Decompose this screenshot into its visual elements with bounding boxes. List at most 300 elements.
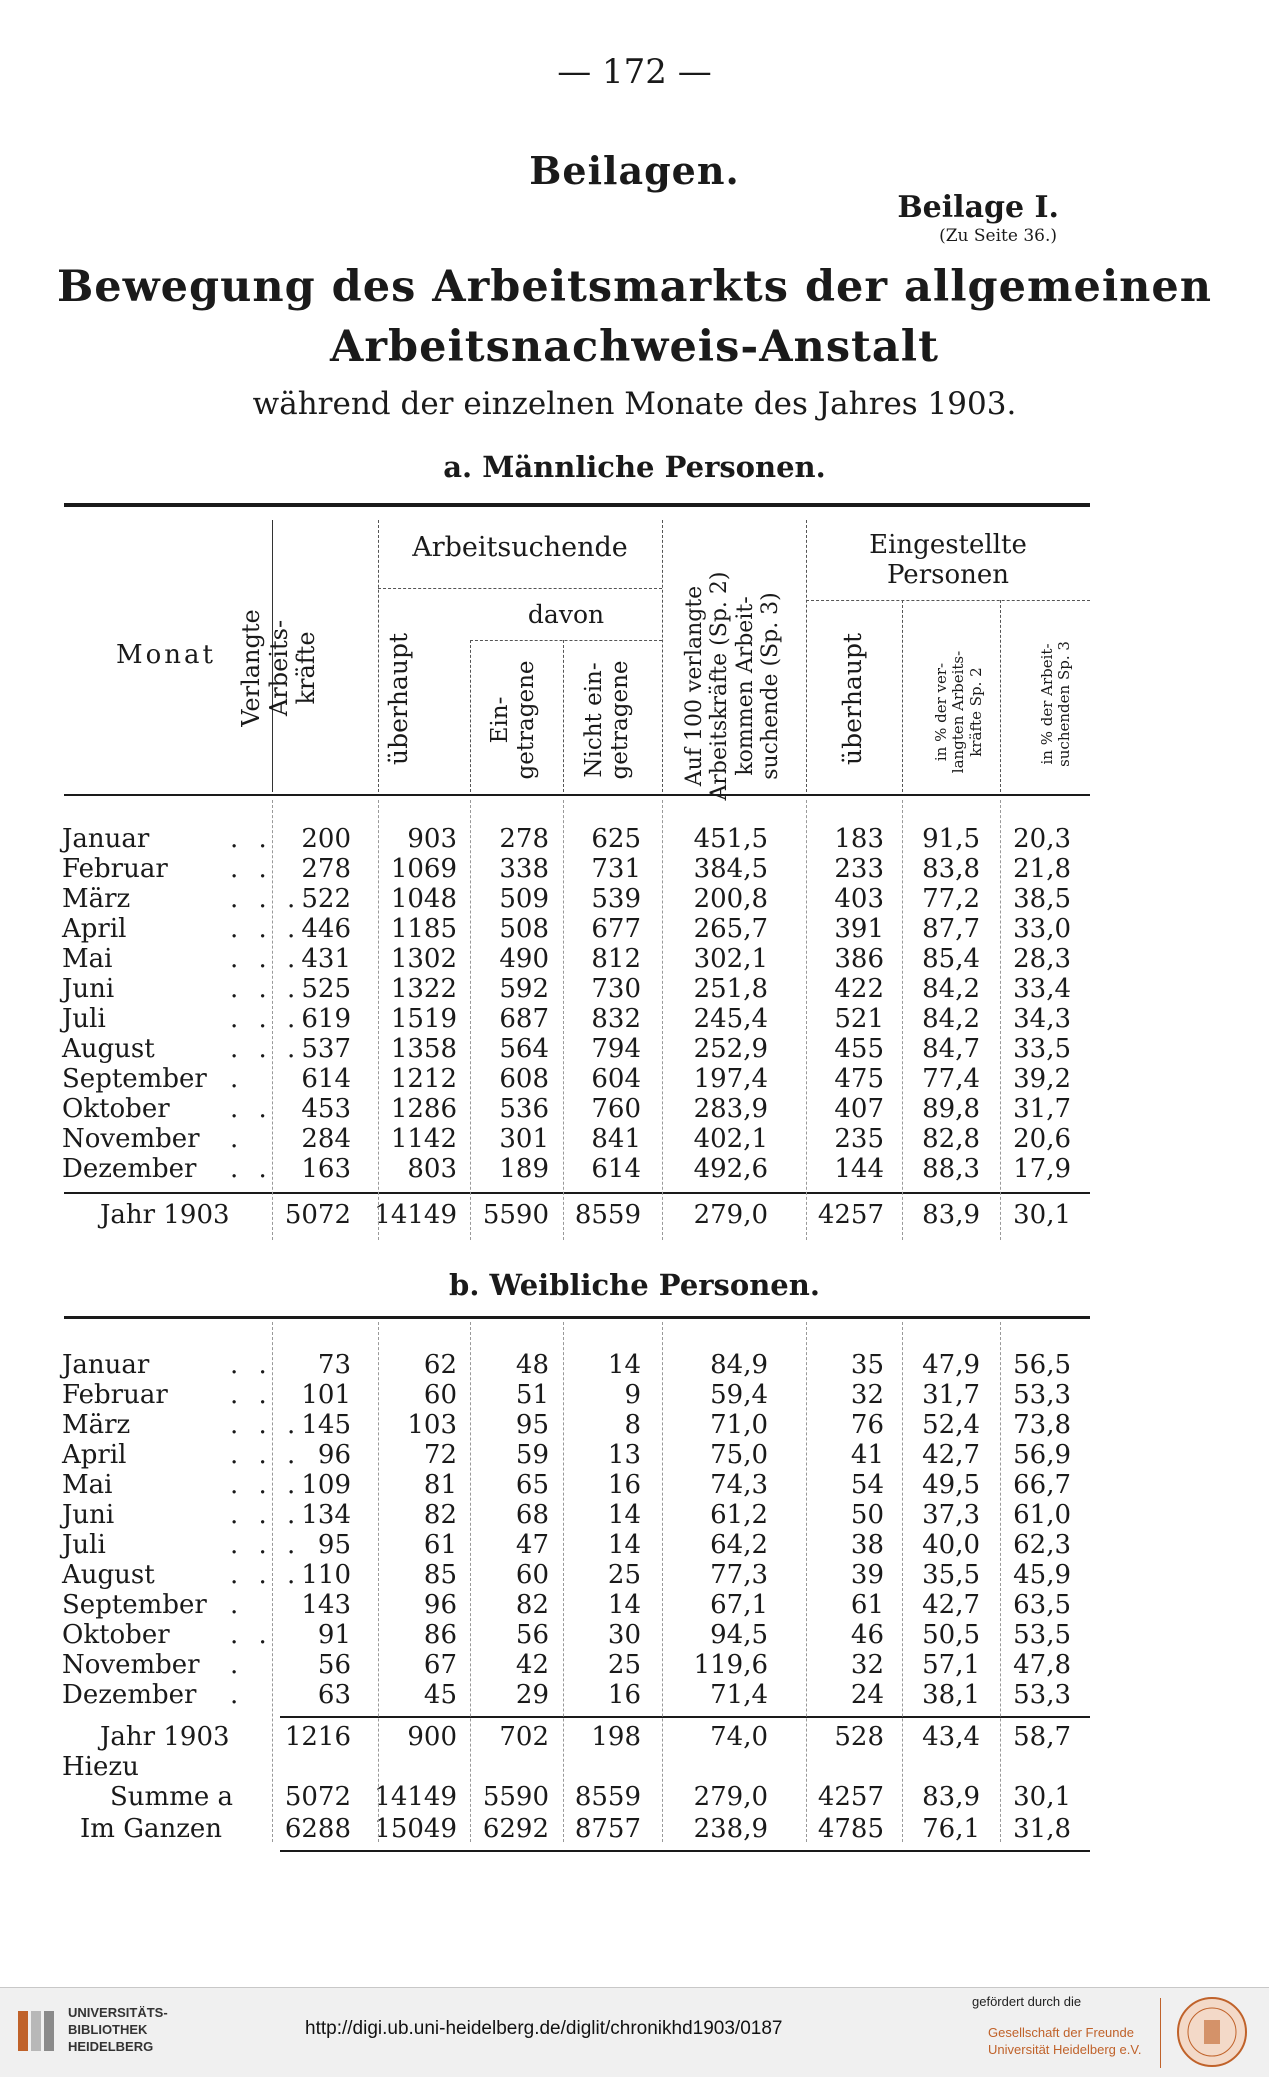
cell-nicht-eingetragene: 539 <box>591 884 641 914</box>
appendix-label: Beilage I. <box>897 190 1059 225</box>
cell-eingetragene: 536 <box>499 1094 549 1124</box>
cell-pct-suchenden: 62,3 <box>1013 1530 1071 1560</box>
cell-eingestellte: 4257 <box>817 1200 884 1230</box>
cell-pct-suchenden: 20,6 <box>1013 1124 1071 1154</box>
table-row <box>0 1064 1269 1094</box>
footer-divider <box>1160 1998 1161 2068</box>
cell-pct-verlangten: 91,5 <box>922 824 980 854</box>
cell-auf-100: 238,9 <box>693 1814 768 1844</box>
cell-eingestellte: 475 <box>834 1064 884 1094</box>
cell-eingestellte: 54 <box>850 1470 884 1500</box>
cell-ueberhaupt: 61 <box>423 1530 457 1560</box>
cell-pct-verlangten: 42,7 <box>922 1440 980 1470</box>
cell-leader-dots: . . <box>230 1154 273 1184</box>
cell-nicht-eingetragene: 794 <box>591 1034 641 1064</box>
cell-nicht-eingetragene: 14 <box>607 1590 641 1620</box>
cell-leader-dots: . . . <box>230 914 302 944</box>
cell-eingetragene: 5590 <box>482 1200 549 1230</box>
cell-leader-dots: . <box>230 1124 245 1154</box>
cell-eingetragene: 48 <box>515 1350 549 1380</box>
cell-auf-100: 94,5 <box>710 1620 768 1650</box>
cell-verlangte: 278 <box>301 854 351 884</box>
cell-eingestellte: 32 <box>850 1650 884 1680</box>
cell-ueberhaupt: 1302 <box>390 944 457 974</box>
cell-auf-100: 74,3 <box>710 1470 768 1500</box>
library-footer <box>0 1987 1269 2077</box>
cell-month: Mai <box>62 944 113 974</box>
digital-library-link[interactable]: http://digi.ub.uni-heidelberg.de/diglit/chronikhd1903/0187 <box>305 2018 783 2039</box>
cell-eingetragene: 42 <box>515 1650 549 1680</box>
column-divider <box>378 800 379 1240</box>
table-row <box>0 854 1269 884</box>
cell-ueberhaupt: 82 <box>423 1500 457 1530</box>
cell-pct-verlangten: 49,5 <box>922 1470 980 1500</box>
cell-nicht-eingetragene: 16 <box>607 1470 641 1500</box>
cell-auf-100: 302,1 <box>693 944 768 974</box>
cell-pct-verlangten: 35,5 <box>922 1560 980 1590</box>
cell-pct-suchenden: 63,5 <box>1013 1590 1071 1620</box>
cell-verlangte: 134 <box>301 1500 351 1530</box>
cell-pct-suchenden: 33,0 <box>1013 914 1071 944</box>
cell-month: Oktober <box>62 1094 170 1124</box>
cell-pct-suchenden: 45,9 <box>1013 1560 1071 1590</box>
cell-leader-dots: . . . <box>230 1004 302 1034</box>
cell-eingestellte: 391 <box>834 914 884 944</box>
table-total-row <box>0 1200 1269 1230</box>
cell-leader-dots: . . . <box>230 1470 302 1500</box>
title-line-1: Bewegung des Arbeitsmarkts der allgemeinen <box>56 262 1213 312</box>
cell-eingetragene: 278 <box>499 824 549 854</box>
cell-ueberhaupt: 67 <box>423 1650 457 1680</box>
cell-nicht-eingetragene: 14 <box>607 1350 641 1380</box>
cell-eingetragene: 56 <box>515 1620 549 1650</box>
cell-pct-suchenden: 30,1 <box>1013 1200 1071 1230</box>
table-row <box>0 1094 1269 1124</box>
cell-month: Oktober <box>62 1620 170 1650</box>
cell-pct-verlangten: 76,1 <box>922 1814 980 1844</box>
table-row <box>0 1154 1269 1184</box>
cell-verlangte: 109 <box>301 1470 351 1500</box>
cell-verlangte: 5072 <box>284 1200 351 1230</box>
table-row <box>0 1470 1269 1500</box>
cell-month: Januar <box>62 824 150 854</box>
university-library-logo-icon <box>16 2009 56 2053</box>
header-nicht-eingetragene: Nicht ein- getragene <box>581 660 634 780</box>
cell-eingetragene: 509 <box>499 884 549 914</box>
cell-pct-suchenden: 33,4 <box>1013 974 1071 1004</box>
cell-pct-verlangten: 84,2 <box>922 1004 980 1034</box>
cell-eingetragene: 59 <box>515 1440 549 1470</box>
header-pct-verlangten: in % der ver- langten Arbeits- kräfte Sp. 2 <box>932 650 985 774</box>
column-divider <box>806 1322 807 1842</box>
header-divider <box>470 640 662 641</box>
table-a-total-rule <box>64 1192 1090 1194</box>
appendix-heading: Beilagen. <box>529 148 740 193</box>
header-divider <box>902 600 903 792</box>
table-a-top-rule <box>64 503 1090 507</box>
header-eingetragene: Ein- getragene <box>487 660 540 780</box>
cell-auf-100: 451,5 <box>693 824 768 854</box>
cell-eingestellte: 528 <box>834 1722 884 1752</box>
cell-pct-verlangten: 87,7 <box>922 914 980 944</box>
cell-verlangte: 73 <box>317 1350 351 1380</box>
cell-pct-suchenden: 28,3 <box>1013 944 1071 974</box>
cell-ueberhaupt: 1185 <box>390 914 457 944</box>
cell-ueberhaupt: 86 <box>423 1620 457 1650</box>
cell-nicht-eingetragene: 812 <box>591 944 641 974</box>
header-auf-100: Auf 100 verlangte Arbeitskräfte (Sp. 2) kommen Arbeit- suchende (Sp. 3) <box>682 571 783 801</box>
cell-leader-dots: . . . <box>230 884 302 914</box>
column-divider <box>902 800 903 1240</box>
table-row <box>0 1500 1269 1530</box>
cell-ueberhaupt: 96 <box>423 1590 457 1620</box>
cell-ueberhaupt: 60 <box>423 1380 457 1410</box>
cell-auf-100: 59,4 <box>710 1380 768 1410</box>
cell-eingetragene: 95 <box>515 1410 549 1440</box>
cell-pct-suchenden: 56,5 <box>1013 1350 1071 1380</box>
cell-month: April <box>62 914 127 944</box>
cell-eingetragene: 608 <box>499 1064 549 1094</box>
cell-auf-100: 84,9 <box>710 1350 768 1380</box>
cell-verlangte: 284 <box>301 1124 351 1154</box>
table-row <box>0 1560 1269 1590</box>
cell-eingetragene: 508 <box>499 914 549 944</box>
cell-month: Januar <box>62 1350 150 1380</box>
cell-pct-suchenden: 20,3 <box>1013 824 1071 854</box>
cell-eingetragene: 68 <box>515 1500 549 1530</box>
table-row <box>0 1530 1269 1560</box>
table-row <box>0 944 1269 974</box>
table-row <box>0 1440 1269 1470</box>
cell-auf-100: 245,4 <box>693 1004 768 1034</box>
header-divider <box>378 520 379 792</box>
header-verlangte-arbeitskraefte: Verlangte Arbeits- kräfte <box>237 609 321 727</box>
cell-leader-dots: . . <box>230 1620 273 1650</box>
cell-nicht-eingetragene: 8559 <box>574 1200 641 1230</box>
cell-eingetragene: 51 <box>515 1380 549 1410</box>
cell-verlangte: 619 <box>301 1004 351 1034</box>
cell-eingestellte: 38 <box>850 1530 884 1560</box>
table-row <box>0 1034 1269 1064</box>
table-row <box>0 1680 1269 1710</box>
cell-auf-100: 71,4 <box>710 1680 768 1710</box>
cell-pct-verlangten: 77,4 <box>922 1064 980 1094</box>
header-eingestellte-personen: Eingestellte Personen <box>869 530 1027 590</box>
page-number: — 172 — <box>557 52 712 92</box>
cell-pct-suchenden: 73,8 <box>1013 1410 1071 1440</box>
cell-auf-100: 283,9 <box>693 1094 768 1124</box>
cell-pct-suchenden: 66,7 <box>1013 1470 1071 1500</box>
cell-eingestellte: 403 <box>834 884 884 914</box>
cell-eingestellte: 455 <box>834 1034 884 1064</box>
cell-nicht-eingetragene: 25 <box>607 1650 641 1680</box>
cell-label: Jahr 1903 <box>100 1200 230 1230</box>
cell-pct-suchenden: 21,8 <box>1013 854 1071 884</box>
header-monat: Monat <box>116 640 216 670</box>
cell-ueberhaupt: 72 <box>423 1440 457 1470</box>
cell-leader-dots: . . . <box>230 1410 302 1440</box>
cell-pct-verlangten: 43,4 <box>922 1722 980 1752</box>
cell-pct-verlangten: 37,3 <box>922 1500 980 1530</box>
cell-nicht-eingetragene: 13 <box>607 1440 641 1470</box>
cell-pct-suchenden: 33,5 <box>1013 1034 1071 1064</box>
cell-leader-dots: . <box>230 1680 245 1710</box>
cell-nicht-eingetragene: 14 <box>607 1500 641 1530</box>
university-library-name: UNIVERSITÄTS- BIBLIOTHEK HEIDELBERG <box>68 2005 168 2054</box>
cell-month: Juli <box>62 1004 106 1034</box>
cell-verlangte: 614 <box>301 1064 351 1094</box>
cell-nicht-eingetragene: 9 <box>624 1380 641 1410</box>
table-b-total-rule <box>280 1716 1090 1718</box>
table-row <box>0 884 1269 914</box>
cell-verlangte: 95 <box>317 1530 351 1560</box>
header-divider <box>806 520 807 792</box>
cell-label: Jahr 1903 <box>100 1722 230 1752</box>
cell-leader-dots: . . . <box>230 1530 302 1560</box>
cell-ueberhaupt: 1322 <box>390 974 457 1004</box>
cell-month: Februar <box>62 854 168 884</box>
cell-ueberhaupt: 14149 <box>374 1200 457 1230</box>
subtitle: während der einzelnen Monate des Jahres 1903. <box>252 386 1017 422</box>
hiezu-label: Hiezu <box>62 1752 139 1782</box>
cell-leader-dots: . <box>230 1650 245 1680</box>
cell-nicht-eingetragene: 30 <box>607 1620 641 1650</box>
cell-verlangte: 91 <box>317 1620 351 1650</box>
cell-pct-verlangten: 84,7 <box>922 1034 980 1064</box>
cell-month: Dezember <box>62 1680 197 1710</box>
cell-nicht-eingetragene: 832 <box>591 1004 641 1034</box>
cell-auf-100: 279,0 <box>693 1782 768 1812</box>
cell-pct-suchenden: 17,9 <box>1013 1154 1071 1184</box>
cell-ueberhaupt: 81 <box>423 1470 457 1500</box>
cell-verlangte: 6288 <box>284 1814 351 1844</box>
cell-nicht-eingetragene: 604 <box>591 1064 641 1094</box>
cell-ueberhaupt: 45 <box>423 1680 457 1710</box>
cell-auf-100: 197,4 <box>693 1064 768 1094</box>
cell-month: November <box>62 1124 200 1154</box>
cell-pct-verlangten: 83,8 <box>922 854 980 884</box>
cell-verlangte: 200 <box>301 824 351 854</box>
cell-pct-verlangten: 57,1 <box>922 1650 980 1680</box>
cell-auf-100: 64,2 <box>710 1530 768 1560</box>
cell-ueberhaupt: 1286 <box>390 1094 457 1124</box>
cell-label: Im Ganzen <box>80 1814 223 1844</box>
cell-eingestellte: 50 <box>850 1500 884 1530</box>
header-divider <box>378 588 662 589</box>
university-seal-icon <box>1176 1996 1248 2068</box>
header-pct-suchenden: in % der Arbeit- suchenden Sp. 3 <box>1038 641 1074 767</box>
cell-auf-100: 200,8 <box>693 884 768 914</box>
cell-month: September <box>62 1590 207 1620</box>
column-divider <box>662 800 663 1240</box>
table-total-row <box>0 1782 1269 1812</box>
cell-leader-dots: . . <box>230 854 273 884</box>
cell-auf-100: 252,9 <box>693 1034 768 1064</box>
cell-nicht-eingetragene: 8 <box>624 1410 641 1440</box>
cell-ueberhaupt: 1069 <box>390 854 457 884</box>
cell-eingestellte: 39 <box>850 1560 884 1590</box>
cell-nicht-eingetragene: 730 <box>591 974 641 1004</box>
cell-eingestellte: 35 <box>850 1350 884 1380</box>
cell-nicht-eingetragene: 8559 <box>574 1782 641 1812</box>
cell-ueberhaupt: 62 <box>423 1350 457 1380</box>
cell-nicht-eingetragene: 25 <box>607 1560 641 1590</box>
cell-auf-100: 251,8 <box>693 974 768 1004</box>
cell-leader-dots: . . <box>230 1350 273 1380</box>
cell-nicht-eingetragene: 16 <box>607 1680 641 1710</box>
cell-eingestellte: 41 <box>850 1440 884 1470</box>
cell-eingetragene: 592 <box>499 974 549 1004</box>
column-divider <box>272 800 273 1240</box>
cell-leader-dots: . . <box>230 1380 273 1410</box>
cell-leader-dots: . . . <box>230 974 302 1004</box>
cell-verlangte: 101 <box>301 1380 351 1410</box>
header-divider <box>662 520 663 792</box>
cell-verlangte: 525 <box>301 974 351 1004</box>
cell-pct-verlangten: 50,5 <box>922 1620 980 1650</box>
cell-pct-verlangten: 82,8 <box>922 1124 980 1154</box>
cell-nicht-eingetragene: 677 <box>591 914 641 944</box>
column-divider <box>272 1322 273 1842</box>
cell-nicht-eingetragene: 625 <box>591 824 641 854</box>
cell-nicht-eingetragene: 760 <box>591 1094 641 1124</box>
cell-nicht-eingetragene: 731 <box>591 854 641 884</box>
cell-auf-100: 384,5 <box>693 854 768 884</box>
header-eingestellte-ueberhaupt: überhaupt <box>838 633 867 766</box>
cell-eingetragene: 687 <box>499 1004 549 1034</box>
header-arbeitsuchende: Arbeitsuchende <box>412 532 628 563</box>
header-divider <box>563 640 564 792</box>
cell-leader-dots: . . . <box>230 1560 302 1590</box>
cell-pct-suchenden: 31,8 <box>1013 1814 1071 1844</box>
cell-leader-dots: . . <box>230 1094 273 1124</box>
cell-auf-100: 492,6 <box>693 1154 768 1184</box>
cell-eingestellte: 4785 <box>817 1814 884 1844</box>
column-divider <box>470 1322 471 1842</box>
cell-pct-suchenden: 53,3 <box>1013 1680 1071 1710</box>
cell-pct-suchenden: 34,3 <box>1013 1004 1071 1034</box>
table-row <box>0 1410 1269 1440</box>
cell-eingestellte: 233 <box>834 854 884 884</box>
cell-auf-100: 75,0 <box>710 1440 768 1470</box>
cell-eingestellte: 235 <box>834 1124 884 1154</box>
table-b-top-rule <box>64 1316 1090 1319</box>
cell-eingetragene: 65 <box>515 1470 549 1500</box>
cell-eingetragene: 338 <box>499 854 549 884</box>
cell-eingestellte: 407 <box>834 1094 884 1124</box>
cell-auf-100: 77,3 <box>710 1560 768 1590</box>
cell-leader-dots: . <box>230 1590 245 1620</box>
cell-month: November <box>62 1650 200 1680</box>
cell-pct-suchenden: 39,2 <box>1013 1064 1071 1094</box>
cell-month: August <box>62 1560 155 1590</box>
cell-pct-verlangten: 31,7 <box>922 1380 980 1410</box>
cell-eingestellte: 61 <box>850 1590 884 1620</box>
table-row <box>0 1350 1269 1380</box>
cell-pct-verlangten: 40,0 <box>922 1530 980 1560</box>
cell-nicht-eingetragene: 614 <box>591 1154 641 1184</box>
cell-month: Dezember <box>62 1154 197 1184</box>
cell-verlangte: 5072 <box>284 1782 351 1812</box>
cell-verlangte: 145 <box>301 1410 351 1440</box>
cell-nicht-eingetragene: 8757 <box>574 1814 641 1844</box>
cell-nicht-eingetragene: 198 <box>591 1722 641 1752</box>
cell-ueberhaupt: 903 <box>407 824 457 854</box>
cell-pct-verlangten: 42,7 <box>922 1590 980 1620</box>
cell-verlangte: 96 <box>317 1440 351 1470</box>
sponsor-intro: gefördert durch die <box>972 1994 1082 2009</box>
cell-eingetragene: 301 <box>499 1124 549 1154</box>
column-divider <box>1000 1322 1001 1842</box>
cell-auf-100: 402,1 <box>693 1124 768 1154</box>
cell-auf-100: 71,0 <box>710 1410 768 1440</box>
cell-verlangte: 56 <box>317 1650 351 1680</box>
cell-eingestellte: 32 <box>850 1380 884 1410</box>
cell-auf-100: 61,2 <box>710 1500 768 1530</box>
cell-eingetragene: 60 <box>515 1560 549 1590</box>
column-divider <box>470 800 471 1240</box>
cell-leader-dots: . . . <box>230 944 302 974</box>
cell-pct-suchenden: 38,5 <box>1013 884 1071 914</box>
cell-pct-verlangten: 89,8 <box>922 1094 980 1124</box>
cell-pct-suchenden: 61,0 <box>1013 1500 1071 1530</box>
cell-pct-verlangten: 77,2 <box>922 884 980 914</box>
cell-verlangte: 537 <box>301 1034 351 1064</box>
cell-verlangte: 431 <box>301 944 351 974</box>
cell-ueberhaupt: 803 <box>407 1154 457 1184</box>
column-divider <box>378 1322 379 1842</box>
cell-verlangte: 63 <box>317 1680 351 1710</box>
section-a-heading: a. Männliche Personen. <box>443 450 826 484</box>
cell-verlangte: 453 <box>301 1094 351 1124</box>
table-row <box>0 1590 1269 1620</box>
cell-eingestellte: 422 <box>834 974 884 1004</box>
cell-label: Summe a <box>110 1782 234 1812</box>
cell-eingestellte: 24 <box>850 1680 884 1710</box>
cell-ueberhaupt: 103 <box>407 1410 457 1440</box>
cell-pct-verlangten: 38,1 <box>922 1680 980 1710</box>
cell-leader-dots: . . . <box>230 1440 302 1470</box>
cell-auf-100: 279,0 <box>693 1200 768 1230</box>
cell-leader-dots: . <box>230 1064 245 1094</box>
cell-nicht-eingetragene: 14 <box>607 1530 641 1560</box>
cell-ueberhaupt: 1142 <box>390 1124 457 1154</box>
cell-verlangte: 110 <box>301 1560 351 1590</box>
table-row <box>0 1620 1269 1650</box>
header-divider <box>806 600 1090 601</box>
cell-eingetragene: 47 <box>515 1530 549 1560</box>
table-row <box>0 974 1269 1004</box>
header-ueberhaupt: überhaupt <box>384 633 413 766</box>
cell-ueberhaupt: 900 <box>407 1722 457 1752</box>
cell-month: Mai <box>62 1470 113 1500</box>
table-b-grand-rule <box>280 1850 1090 1852</box>
cell-eingetragene: 189 <box>499 1154 549 1184</box>
cell-pct-suchenden: 53,5 <box>1013 1620 1071 1650</box>
cell-pct-verlangten: 52,4 <box>922 1410 980 1440</box>
cell-pct-verlangten: 85,4 <box>922 944 980 974</box>
cell-auf-100: 265,7 <box>693 914 768 944</box>
cell-ueberhaupt: 1358 <box>390 1034 457 1064</box>
cell-pct-suchenden: 30,1 <box>1013 1782 1071 1812</box>
cell-leader-dots: . . <box>230 824 273 854</box>
cell-pct-verlangten: 88,3 <box>922 1154 980 1184</box>
table-row <box>0 914 1269 944</box>
table-a-header-rule <box>64 794 1090 796</box>
table-row <box>0 1004 1269 1034</box>
cell-verlangte: 1216 <box>284 1722 351 1752</box>
header-divider <box>470 640 471 792</box>
